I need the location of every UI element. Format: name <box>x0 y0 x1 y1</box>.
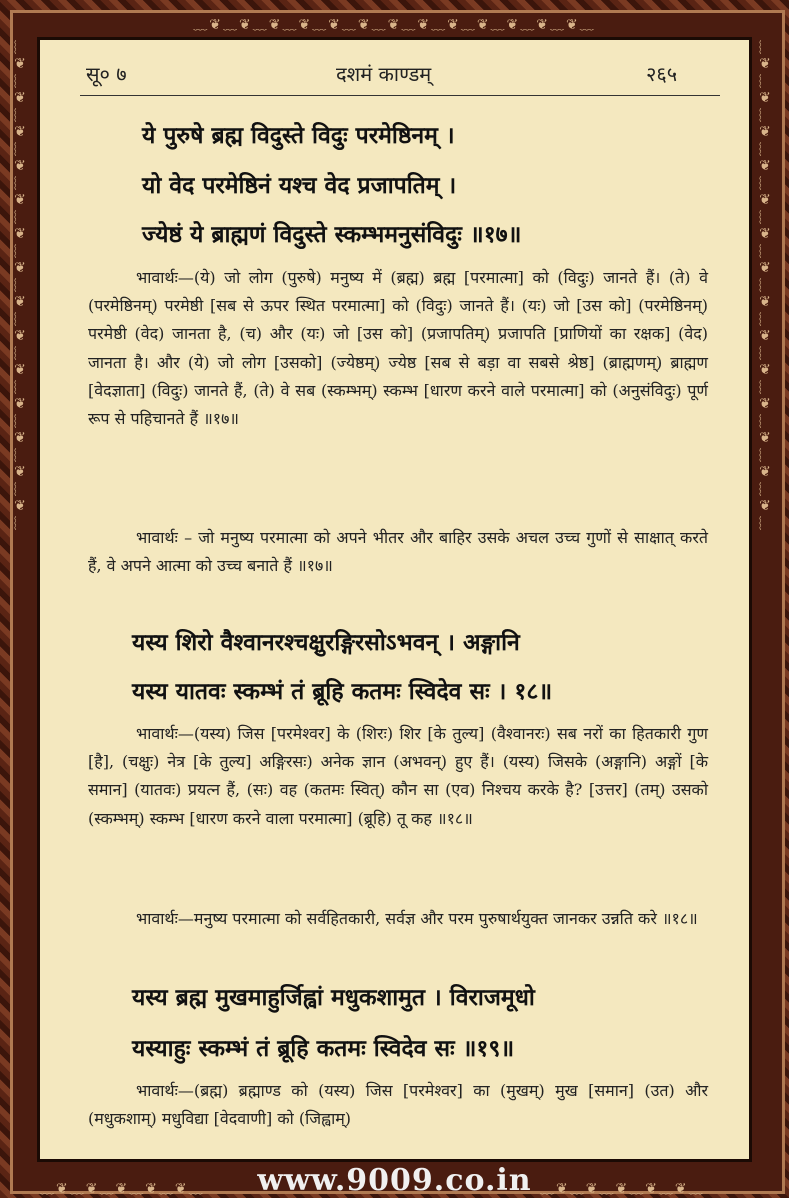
commentary-paragraph: भावार्थः—(ब्रह्म) ब्रह्माण्ड को (यस्य) जिस [परमेश्वर] का (मुखम्) मुख [समान] (उत) और (मधुकशाम्) मधुविद्या [वेदवाणी] को (जिह्वाम्) <box>88 1081 708 1129</box>
mantra-line: यो वेद परमेष्ठिनं यश्च वेद प्रजापतिम् । <box>142 172 457 199</box>
scroll-ornament-top: ﹏❦﹏❦﹏❦﹏❦﹏❦﹏❦﹏❦﹏❦﹏❦﹏❦﹏❦﹏❦﹏❦﹏ <box>193 17 596 33</box>
header-divider <box>80 95 720 96</box>
book-page <box>37 37 752 1162</box>
summary-paragraph: भावार्थः—मनुष्य परमात्मा को सर्वहितकारी, सर्वज्ञ और परम पुरुषार्थयुक्त जानकर उन्नति करे ॥१८॥ <box>136 909 698 928</box>
scroll-ornament-left: ﹏❦﹏❦﹏❦﹏❦﹏❦﹏❦﹏❦﹏❦﹏❦﹏❦﹏❦﹏❦﹏❦﹏❦﹏ <box>12 40 28 532</box>
kanda-title: दशमं काण्डम् <box>336 62 432 86</box>
mantra-line: ज्येष्ठं ये ब्राह्मणं विदुस्ते स्कम्भमनुसंविदुः ॥१७॥ <box>142 221 522 248</box>
page-number: २६५ <box>646 62 678 86</box>
summary-paragraph: भावार्थः – जो मनुष्य परमात्मा को अपने भीतर और बाहिर उसके अचल उच्च गुणों से साक्षात् करते हैं, वे अपने आत्मा को उच्च बनाते हैं ॥१७॥ <box>88 528 708 576</box>
mantra-line: यस्य ब्रह्म मुखमाहुर्जिह्वां मधुकशामुत । विराजमूधो <box>132 984 535 1011</box>
scroll-ornament-bottom-left: ﹏❦﹏❦﹏❦﹏❦﹏❦﹏ <box>40 1181 205 1197</box>
website-watermark: www.9009.co.in <box>257 1163 532 1198</box>
mantra-line: ये पुरुषे ब्रह्म विदुस्ते विदुः परमेष्ठिनम् । <box>142 122 455 149</box>
mantra-line: यस्याहुः स्कम्भं तं ब्रूहि कतमः स्विदेव सः ॥१९॥ <box>132 1035 515 1062</box>
scroll-ornament-right: ﹏❦﹏❦﹏❦﹏❦﹏❦﹏❦﹏❦﹏❦﹏❦﹏❦﹏❦﹏❦﹏❦﹏❦﹏ <box>757 40 773 532</box>
commentary-paragraph: भावार्थः—(यस्य) जिस [परमेश्वर] के (शिरः) शिर [के तुल्य] (वैश्वानरः) सब नरों का हितकारी गुण [है], (चक्षुः) नेत्र [के तुल्य] अङ्गिरसः) अनेक ज्ञान (अभवन्) हुए हैं। (यस्य) जिसके (अङ्गानि) अङ्गों [के समान] (यातवः) प्रयत्न हैं, (सः) वह (कतमः स्वित्) कौन सा (एव) निश्चय करके है? [उत्तर] (तम्) उसको (स्कम्भम्) स्कम्भ [धारण करने वाला परमात्मा] (ब्रूहि) तू कह ॥१८॥ <box>88 724 708 828</box>
scroll-ornament-bottom-right: ﹏❦﹏❦﹏❦﹏❦﹏❦﹏ <box>540 1181 705 1197</box>
commentary-paragraph: भावार्थः—(ये) जो लोग (पुरुषे) मनुष्य में (ब्रह्म) ब्रह्म [परमात्मा] को (विदुः) जानते हैं। (ते) वे (परमेष्ठिनम्) परमेष्ठी [सब से ऊपर स्थित परमात्मा] को (विदुः) जानते हैं। (यः) जो [उस को] (परमेष्ठिनम्) परमेष्ठी (वेद) जानता है, (च) और (यः) जो [उस को] (प्रजापतिम्) प्रजापति [प्राणियों का रक्षक] (वेद) जानता है। और (ये) जो लोग [उसको] (ज्येष्ठम्) ज्येष्ठ [सब से बड़ा वा सबसे श्रेष्ठ] (ब्राह्मणम्) ब्राह्मण [वेदज्ञाता] (विदुः) जानते हैं, (ते) वे सब (स्कम्भम्) स्कम्भ [धारण करने वाले परमात्मा] को (अनुसंविदुः) पूर्ण रूप से पहिचानते हैं ॥१७॥ <box>88 268 708 429</box>
mantra-line: यस्य यातवः स्कम्भं तं ब्रूहि कतमः स्विदेव सः । १८॥ <box>132 678 553 705</box>
mantra-line: यस्य शिरो वैश्वानरश्चक्षुरङ्गिरसोऽभवन् । अङ्गानि <box>132 629 520 656</box>
sukta-number: सू० ७ <box>86 62 127 86</box>
